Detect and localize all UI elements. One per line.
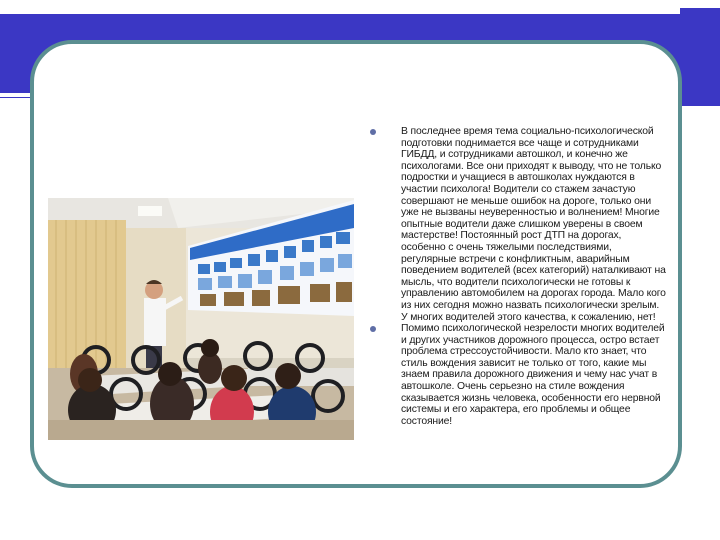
bullet-dot-icon [370,326,376,332]
bullet-item [370,126,666,323]
classroom-photo [48,198,354,440]
bullet-list [370,126,666,427]
bullet-item [370,323,666,427]
bullet-text: В последнее время тема социально-психологической подготовки поднимается все чаще и сотрудниками ГИБДД, и сотрудниками автошкол, и конечно же психологами. Все они приходят к выводу, что не только подростки и учащиеся в автошколах нуждаются в участии психолога! Водители со стажем зачастую совершают не меньше ошибок на дороге, только они уже не вызваны неуверенностью и волнением! Многие опытные водители даже слишком уверены в своем мастерстве! Постоянный рост ДТП на дорогах, особенно с очень тяжелыми последствиями, регулярные встречи с конфликтным, аварийным поведением водителей (всех категорий) наталкивают на мысль, что водители психологически не готовы к управлению автомобилем на дорогах города. Мало кого из них сегодня можно назвать психологически зрелым. У многих водителей этого качества, к сожалению, нет! [401,126,666,323]
bullet-dot-icon [370,129,376,135]
bullet-text: Помимо психологической незрелости многих водителей и других участников дорожного процесса, остро встает проблема стрессоустойчивости. Мало кто знает, что стиль вождения зависит не только от того, какие мы знаем правила дорожного движения и чему нас учат в автошколе. Очень серьезно на стиле вождения сказывается жизнь человека, особенности его нервной системы и его характера, его проблемы и общее состояние! [401,323,665,427]
header-band-corner [680,8,720,106]
